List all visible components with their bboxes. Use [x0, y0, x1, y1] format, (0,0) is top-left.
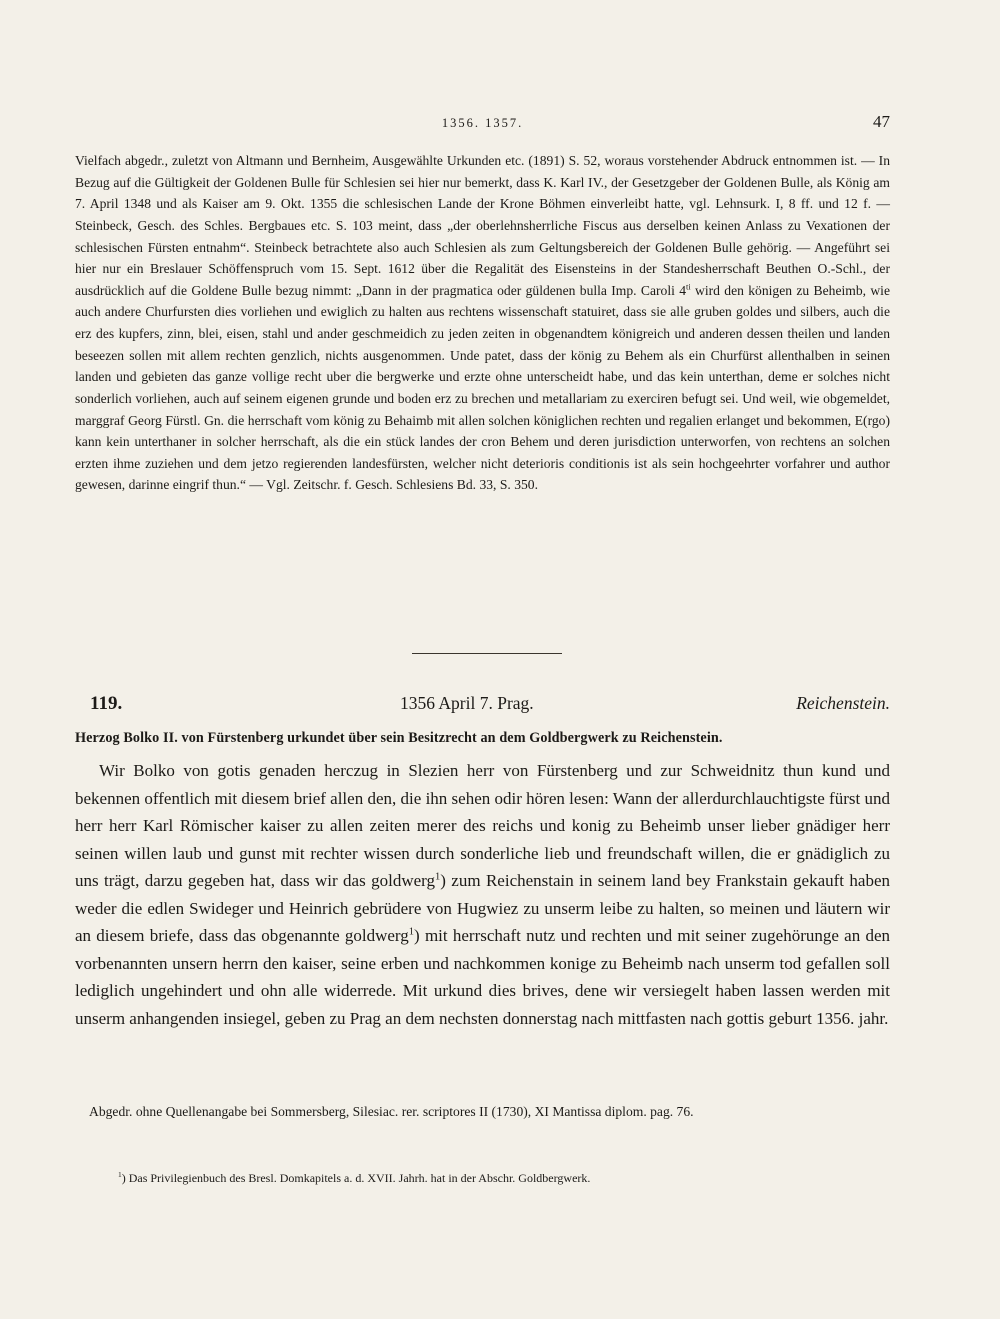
charter-paragraph	[75, 757, 890, 1032]
charter-text-2: ) zum Reichenstain in seinem land bey Frankstain gekauft haben weder die edlen Swideger und Heinrich gebrüdere von Hugwiez zu unserm leibe zu halten, so meinen und läutern wir an diesem briefe, dass das obgenannte goldwerg	[75, 871, 890, 945]
document-heading	[90, 693, 890, 721]
source-paragraph: Abgedr. ohne Quellenangabe bei Sommersberg, Silesiac. rer. scriptores II (1730), XI Mantissa diplom. pag. 76.	[89, 1104, 694, 1119]
footnote-text: ) Das Privilegienbuch des Bresl. Domkapitels a. d. XVII. Jahrh. hat in der Abschr. Goldbergwerk.	[121, 1171, 591, 1185]
commentary-paragraph	[75, 150, 890, 496]
source-note	[75, 1100, 890, 1124]
commentary-superscript: ti	[686, 281, 691, 292]
charter-text	[75, 757, 890, 1032]
footnote-ref-2: 1	[408, 926, 415, 938]
document-number: 119.	[90, 693, 123, 714]
document-place: Reichenstein.	[796, 693, 890, 713]
commentary-text-2: wird den königen zu Beheimb, wie auch andere Churfursten dies vorliehen und ewiglich zu halten aus rechtens wissenschaft statuiret, dass sie alle gruben goldes und silbers, auch die erz des kupfers, zinn, blei, eisen, stahl und ander geschmeidich zu jeden zeiten in obgenandtem königreich und anderen dessen theilen und landen beseezen sollen mit allem rechten genzlich, nichts ausgenommen. Unde patet, dass der könig zu Behem als ein Churfürst allenthalben in seinen landen und gebieten das ganze vollige recht uber die bergwerke und erzte ohne unterscheidt habe, und das kein unterthan, deme er solches nicht sonderlich vorliehen, auch auf seinem eigenen grunde und boden erz zu brechen und metallariam zu exerciren befugt sei. Und weil, wie obgemeldet, marggraf Georg Fürstl. Gn. die herrschaft vom könig zu Behaimb mit allen solchen königlichen rechten und regalien erlanget und bekommen, E(rgo) kann kein unterthaner in solcher herrschaft, als die ein stück landes der cron Behem und deren jurisdiction unterworfen, von rechtens an solchen erzten ihme zuziehen und dem jetzo regierenden landesfürsten, welcher nicht deterioris conditionis ist als sein hochgeehrter vorfahrer und author gewesen, darinne eingrif thun.“ — Vgl. Zeitschr. f. Gesch. Schlesiens Bd. 33, S. 350.	[75, 282, 890, 493]
document-date: 1356 April 7. Prag.	[400, 693, 534, 713]
running-head	[75, 112, 890, 136]
running-head-years: 1356. 1357.	[441, 116, 524, 130]
document-regest: Herzog Bolko II. von Fürstenberg urkundet über sein Besitzrecht an dem Goldbergwerk zu Reichenstein.	[75, 730, 723, 746]
footnote	[118, 1170, 878, 1186]
page-number: 47	[873, 112, 890, 131]
footnote-ref-1: 1	[435, 871, 441, 883]
footnote-mark: 1	[118, 1170, 122, 1179]
charter-text-3: ) mit herrschaft nutz und rechten und mit seiner zugehörunge an den vorbenannten unsern herrn den kaiser, seine erben und nachkommen konige zu Beheimb nach unserm tod gefallen soll lediglich ungehindert und ohn alle widerrede. Mit urkund dies brives, dene wir versiegelt haben lassen werden mit unserm anhangenden insiegel, geben zu Prag an dem nechsten donnerstag nach mittfasten nach gottis geburt 1356. jahr.	[75, 926, 891, 1028]
section-divider	[412, 653, 562, 654]
preceding-commentary	[75, 150, 890, 496]
charter-text-1: Wir Bolko von gotis genaden herczug in Slezien herr von Fürstenberg und zur Schweidnitz thun kund und bekennen offentlich mit diesem brief allen den, die ihn sehen odir hören lesen: Wann der allerdurchlauchtigste fürst und herr herr Karl Römischer kaiser zu allen zeiten merer des reichs und konig zu Beheimb unser lieber gnädiger herr seinen willen laub und gunst mit rechter wissen durch sonderliche lieb und freundschaft willen, die er gnädiglich zu uns trägt, darzu gegeben hat, dass wir das goldwerg	[75, 761, 890, 890]
commentary-text-1: Vielfach abgedr., zuletzt von Altmann und Bernheim, Ausgewählte Urkunden etc. (1891) S. 52, woraus vorstehender Abdruck entnommen ist. — In Bezug auf die Gültigkeit der Goldenen Bulle für Schlesien sei hier nur bemerkt, dass K. Karl IV., der Gesetzgeber der Goldenen Bulle, als König am 7. April 1348 und als Kaiser am 9. Okt. 1355 die schlesischen Lande der Krone Böhmen einverleibt hatte, vgl. Lehnsurk. I, 8 ff. und 12 f. — Steinbeck, Gesch. des Schles. Bergbaues etc. S. 103 meint, dass „der oberlehnsherrliche Fiscus aus derselben keinen Anlass zu Vexationen der schlesischen Fürsten entnahm“. Steinbeck betrachtete also auch Schlesien als zum Geltungsbereich der Goldenen Bulle gehörig. — Angeführt sei hier nur ein Breslauer Schöffenspruch vom 15. Sept. 1612 über die Regalität des Eisensteins in der Standesherrschaft Beuthen O.-Schl., der ausdrücklich auf die Goldene Bulle bezug nimmt: „Dann in der pragmatica oder güldenen bulla Imp. Caroli 4	[75, 153, 890, 298]
